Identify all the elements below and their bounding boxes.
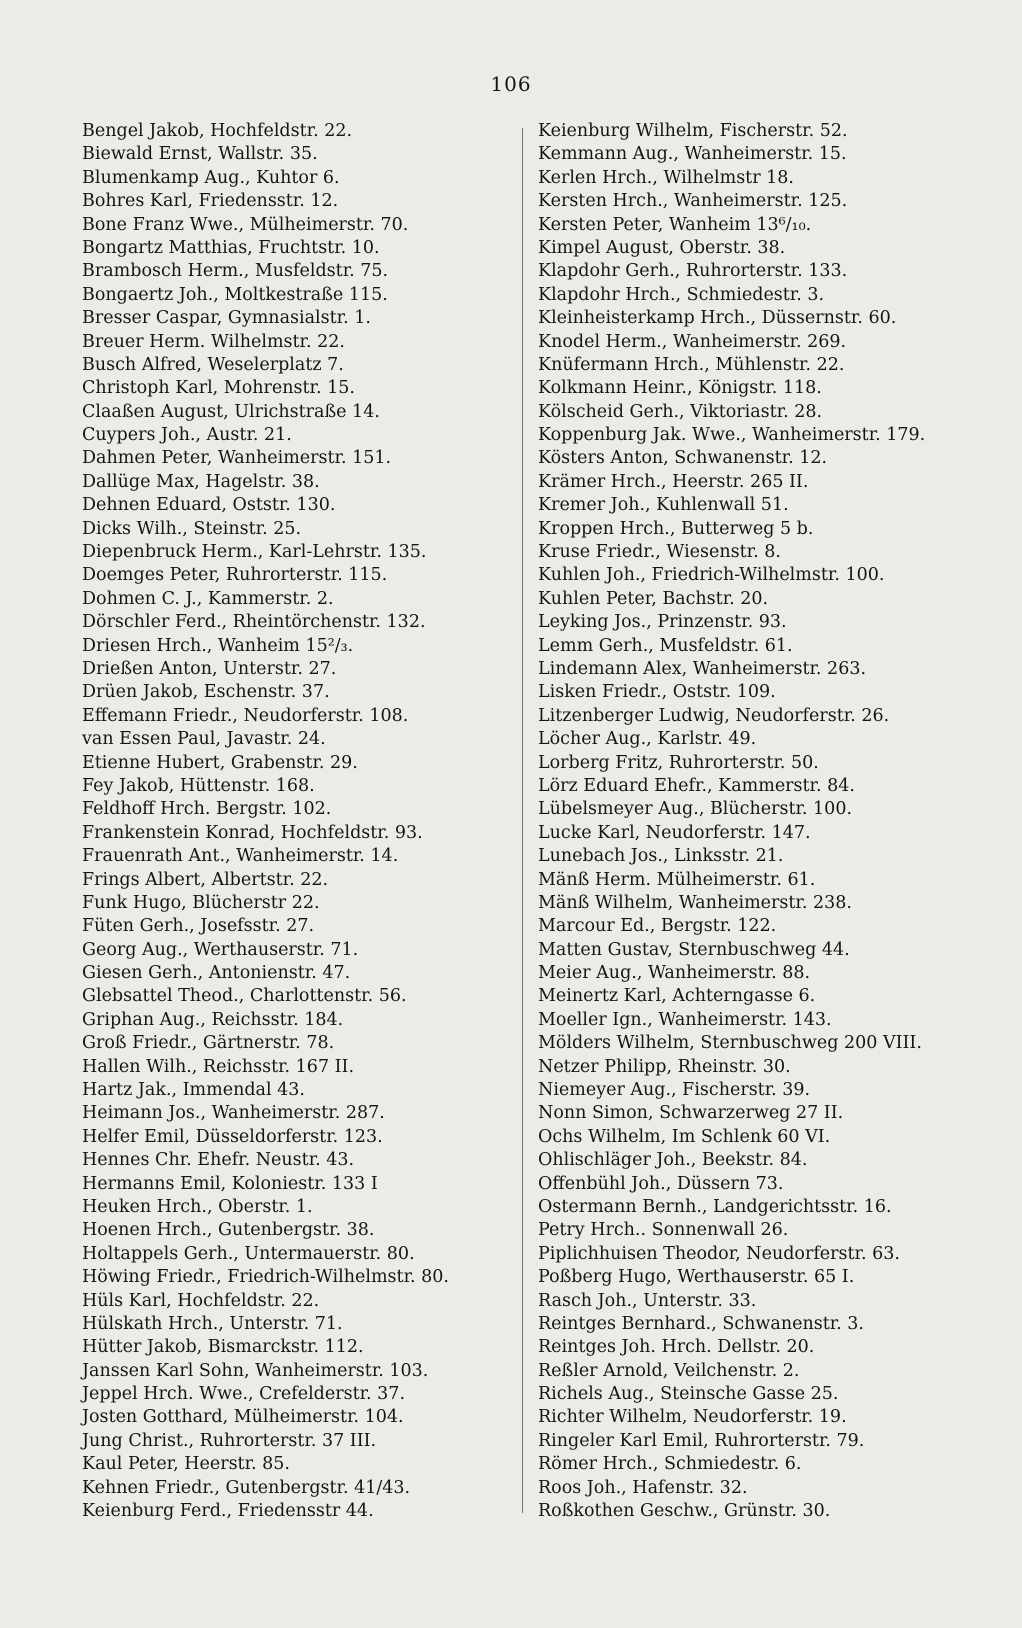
directory-entry: Poßberg Hugo, Werthauserstr. 65 I. [538, 1267, 855, 1288]
directory-entry: Cuypers Joh., Austr. 21. [82, 425, 292, 446]
directory-entry: Kuhlen Peter, Bachstr. 20. [538, 588, 769, 609]
directory-entry: Kölscheid Gerh., Viktoriastr. 28. [538, 401, 823, 422]
directory-entry: Kerlen Hrch., Wilhelmstr 18. [538, 167, 794, 188]
directory-entry: Lucke Karl, Neudorferstr. 147. [538, 822, 811, 843]
directory-entry: Fey Jakob, Hüttenstr. 168. [82, 775, 315, 796]
directory-entry: Leyking Jos., Prinzenstr. 93. [538, 612, 787, 633]
directory-entry: Lorberg Fritz, Ruhrorterstr. 50. [538, 752, 819, 773]
directory-entry: Knüfermann Hrch., Mühlenstr. 22. [538, 354, 845, 375]
directory-entry: Hütter Jakob, Bismarckstr. 112. [82, 1337, 364, 1358]
directory-entry: Moeller Ign., Wanheimerstr. 143. [538, 1009, 832, 1030]
directory-entry: Keienburg Ferd., Friedensstr 44. [82, 1501, 374, 1522]
page-number: 106 [490, 72, 532, 96]
directory-entry: Mänß Wilhelm, Wanheimerstr. 238. [538, 892, 852, 913]
directory-entry: Koppenburg Jak. Wwe., Wanheimerstr. 179. [538, 425, 926, 446]
directory-entry: Driesen Hrch., Wanheim 15²/₃. [82, 635, 354, 656]
directory-entry: Funk Hugo, Blücherstr 22. [82, 892, 320, 913]
directory-entry: Kruse Friedr., Wiesenstr. 8. [538, 542, 781, 563]
directory-entry: Kimpel August, Oberstr. 38. [538, 237, 786, 258]
directory-entry: Heuken Hrch., Oberstr. 1. [82, 1196, 313, 1217]
left-column [82, 120, 522, 1523]
directory-entry: Dehnen Eduard, Oststr. 130. [82, 495, 336, 516]
directory-entry: Dohmen C. J., Kammerstr. 2. [82, 588, 334, 609]
directory-entry: Brambosch Herm., Musfeldstr. 75. [82, 261, 389, 282]
directory-entry: Glebsattel Theod., Charlottenstr. 56. [82, 986, 407, 1007]
directory-entry: Effemann Friedr., Neudorferstr. 108. [82, 705, 409, 726]
directory-entry: Janssen Karl Sohn, Wanheimerstr. 103. [82, 1360, 429, 1381]
directory-entry: Krämer Hrch., Heerstr. 265 II. [538, 471, 809, 492]
directory-entry: Löcher Aug., Karlstr. 49. [538, 729, 757, 750]
directory-entry: Knodel Herm., Wanheimerstr. 269. [538, 331, 847, 352]
directory-entry: van Essen Paul, Javastr. 24. [82, 729, 326, 750]
directory-entry: Roos Joh., Hafenstr. 32. [538, 1477, 748, 1498]
directory-entry: Bone Franz Wwe., Mülheimerstr. 70. [82, 214, 409, 235]
directory-entry: Frings Albert, Albertstr. 22. [82, 869, 329, 890]
directory-entry: Roßkothen Geschw., Grünstr. 30. [538, 1501, 831, 1522]
directory-entry: Römer Hrch., Schmiedestr. 6. [538, 1454, 802, 1475]
directory-entry: Blumenkamp Aug., Kuhtor 6. [82, 167, 340, 188]
directory-entry: Kaul Peter, Heerstr. 85. [82, 1454, 290, 1475]
directory-entry: Hallen Wilh., Reichsstr. 167 II. [82, 1056, 355, 1077]
directory-entry: Meinertz Karl, Achterngasse 6. [538, 986, 816, 1007]
directory-entry: Litzenberger Ludwig, Neudorferstr. 26. [538, 705, 890, 726]
directory-entry: Griphan Aug., Reichsstr. 184. [82, 1009, 344, 1030]
directory-entry: Josten Gotthard, Mülheimerstr. 104. [82, 1407, 404, 1428]
directory-entry: Drüen Jakob, Eschenstr. 37. [82, 682, 330, 703]
directory-entry: Bengel Jakob, Hochfeldstr. 22. [82, 121, 353, 141]
directory-entry: Lunebach Jos., Linksstr. 21. [538, 846, 784, 867]
directory-entry: Bongaertz Joh., Moltkestraße 115. [82, 284, 388, 305]
directory-entry: Kersten Hrch., Wanheimerstr. 125. [538, 191, 848, 212]
directory-entry: Keienburg Wilhelm, Fischerstr. 52. [538, 121, 848, 141]
directory-entry: Frankenstein Konrad, Hochfeldstr. 93. [82, 822, 423, 843]
directory-entry: Kuhlen Joh., Friedrich-Wilhelmstr. 100. [538, 565, 885, 586]
directory-entry: Petry Hrch.. Sonnenwall 26. [538, 1220, 789, 1241]
directory-entry: Bresser Caspar, Gymnasialstr. 1. [82, 308, 371, 329]
directory-entry: Meier Aug., Wanheimerstr. 88. [538, 963, 811, 984]
directory-entry: Mölders Wilhelm, Sternbuschweg 200 VIII. [538, 1033, 922, 1054]
directory-entry: Biewald Ernst, Wallstr. 35. [82, 144, 318, 165]
directory-entry: Hermanns Emil, Koloniestr. 133 I [82, 1173, 378, 1194]
directory-entry: Richels Aug., Steinsche Gasse 25. [538, 1384, 839, 1405]
directory-entry: Reßler Arnold, Veilchenstr. 2. [538, 1360, 800, 1381]
directory-entry: Piplichhuisen Theodor, Neudorferstr. 63. [538, 1243, 900, 1264]
directory-entry: Claaßen August, Ulrichstraße 14. [82, 401, 380, 422]
directory-entry: Lindemann Alex, Wanheimerstr. 263. [538, 658, 867, 679]
directory-entry: Etienne Hubert, Grabenstr. 29. [82, 752, 358, 773]
directory-entry: Hoenen Hrch., Gutenbergstr. 38. [82, 1220, 375, 1241]
directory-entry: Kleinheisterkamp Hrch., Düssernstr. 60. [538, 308, 897, 329]
directory-entry: Frauenrath Ant., Wanheimerstr. 14. [82, 846, 399, 867]
directory-entry: Breuer Herm. Wilhelmstr. 22. [82, 331, 345, 352]
directory-entry: Hüls Karl, Hochfeldstr. 22. [82, 1290, 320, 1311]
directory-entry: Dörschler Ferd., Rheintörchenstr. 132. [82, 612, 426, 633]
directory-entry: Höwing Friedr., Friedrich-Wilhelmstr. 80. [82, 1267, 449, 1288]
directory-entry: Klapdohr Hrch., Schmiedestr. 3. [538, 284, 825, 305]
directory-entry: Hennes Chr. Ehefr. Neustr. 43. [82, 1150, 355, 1171]
right-column [538, 120, 978, 1523]
directory-entry: Marcour Ed., Bergstr. 122. [538, 916, 777, 937]
directory-entry: Ohlischläger Joh., Beekstr. 84. [538, 1150, 808, 1171]
directory-entry: Nonn Simon, Schwarzerweg 27 II. [538, 1103, 844, 1124]
directory-entry: Ringeler Karl Emil, Ruhrorterstr. 79. [538, 1430, 865, 1451]
directory-entry: Groß Friedr., Gärtnerstr. 78. [82, 1033, 335, 1054]
directory-entry: Reintges Joh. Hrch. Dellstr. 20. [538, 1337, 815, 1358]
directory-entry: Lemm Gerh., Musfeldstr. 61. [538, 635, 793, 656]
directory-entry: Jung Christ., Ruhrorterstr. 37 III. [82, 1430, 377, 1451]
directory-entry: Jeppel Hrch. Wwe., Crefelderstr. 37. [82, 1384, 406, 1405]
directory-entry: Lübelsmeyer Aug., Blücherstr. 100. [538, 799, 853, 820]
directory-entry: Kösters Anton, Schwanenstr. 12. [538, 448, 828, 469]
directory-entry: Hülskath Hrch., Unterstr. 71. [82, 1313, 343, 1334]
directory-entry: Bongartz Matthias, Fruchtstr. 10. [82, 237, 380, 258]
column-divider [522, 128, 523, 1513]
directory-entry: Lisken Friedr., Oststr. 109. [538, 682, 776, 703]
directory-entry: Bohres Karl, Friedensstr. 12. [82, 191, 339, 212]
directory-entry: Kroppen Hrch., Butterweg 5 b. [538, 518, 814, 539]
directory-entry: Niemeyer Aug., Fischerstr. 39. [538, 1080, 811, 1101]
directory-entry: Heimann Jos., Wanheimerstr. 287. [82, 1103, 385, 1124]
directory-entry: Kemmann Aug., Wanheimerstr. 15. [538, 144, 847, 165]
directory-entry: Richter Wilhelm, Neudorferstr. 19. [538, 1407, 847, 1428]
directory-entry: Dicks Wilh., Steinstr. 25. [82, 518, 302, 539]
directory-entry: Feldhoff Hrch. Bergstr. 102. [82, 799, 332, 820]
directory-entry: Drießen Anton, Unterstr. 27. [82, 658, 337, 679]
directory-entry: Christoph Karl, Mohrenstr. 15. [82, 378, 355, 399]
directory-entry: Hartz Jak., Immendal 43. [82, 1080, 305, 1101]
directory-entry: Kersten Peter, Wanheim 13⁶/₁₀. [538, 214, 812, 235]
directory-entry: Offenbühl Joh., Düssern 73. [538, 1173, 784, 1194]
directory-entry: Mänß Herm. Mülheimerstr. 61. [538, 869, 816, 890]
directory-entry: Doemges Peter, Ruhrorterstr. 115. [82, 565, 388, 586]
directory-entry: Helfer Emil, Düsseldorferstr. 123. [82, 1126, 383, 1147]
directory-entry: Lörz Eduard Ehefr., Kammerstr. 84. [538, 775, 855, 796]
directory-entry: Reintges Bernhard., Schwanenstr. 3. [538, 1313, 864, 1334]
directory-entry: Kolkmann Heinr., Königstr. 118. [538, 378, 822, 399]
directory-entry: Matten Gustav, Sternbuschweg 44. [538, 939, 850, 960]
directory-entry: Diepenbruck Herm., Karl-Lehrstr. 135. [82, 542, 427, 563]
directory-entry: Ostermann Bernh., Landgerichtsstr. 16. [538, 1196, 892, 1217]
directory-entry: Ochs Wilhelm, Im Schlenk 60 VI. [538, 1126, 831, 1147]
directory-entry: Klapdohr Gerh., Ruhrorterstr. 133. [538, 261, 848, 282]
directory-entry: Dallüge Max, Hagelstr. 38. [82, 471, 320, 492]
directory-entry: Kehnen Friedr., Gutenbergstr. 41/43. [82, 1477, 411, 1498]
directory-entry: Dahmen Peter, Wanheimerstr. 151. [82, 448, 392, 469]
directory-entry: Busch Alfred, Weselerplatz 7. [82, 354, 344, 375]
directory-entry: Kremer Joh., Kuhlenwall 51. [538, 495, 789, 516]
directory-entry: Holtappels Gerh., Untermauerstr. 80. [82, 1243, 415, 1264]
directory-entry: Netzer Philipp, Rheinstr. 30. [538, 1056, 791, 1077]
directory-entry: Giesen Gerh., Antonienstr. 47. [82, 963, 351, 984]
directory-entry: Rasch Joh., Unterstr. 33. [538, 1290, 757, 1311]
directory-entry: Georg Aug., Werthauserstr. 71. [82, 939, 359, 960]
directory-entry: Füten Gerh., Josefsstr. 27. [82, 916, 315, 937]
